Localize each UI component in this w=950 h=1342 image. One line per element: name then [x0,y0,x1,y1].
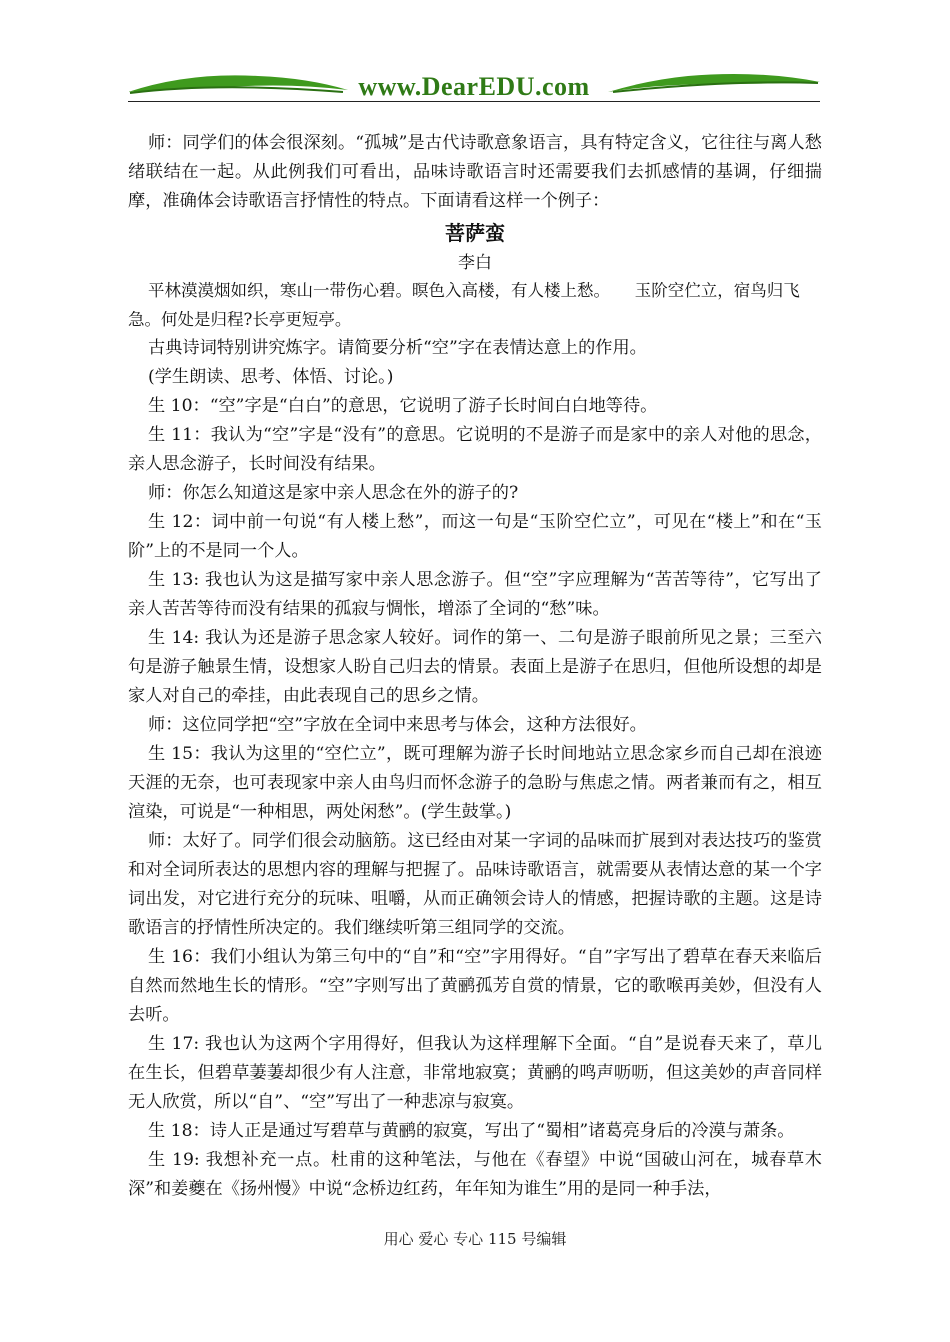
site-logo-text[interactable]: www.DearEDU.com [358,72,590,101]
paragraph: 生 13: 我也认为这是描写家中亲人思念游子。但“空”字应理解为“苦苦等待”，它写出了亲人苦苦等待而没有结果的孤寂与惆怅，增添了全词的“愁”味。 [128,570,822,619]
page-footer: 用心 爱心 专心 115 号编辑 [383,1230,567,1248]
paragraph: (学生朗读、思考、体悟、讨论。) [148,367,394,387]
paragraph: 师：这位同学把“空”字放在全词中来思考与体会，这种方法很好。 [148,715,647,735]
header-divider [128,101,820,102]
paragraph: 生 11：我认为“空”字是“没有”的意思。它说明的不是游子而是家中的亲人对他的思念，亲人思念游子，长时间没有结果。 [128,425,822,474]
paragraph: 生 14: 我认为还是游子思念家人较好。词作的第一、二句是游子眼前所见之景；三至六句是游子触景生情，设想家人盼自己归去的情景。表面上是游子在思归，但他所设想的却是家人对自己的牵挂，由此表现自己的思乡之情。 [128,628,822,706]
poem-author: 李白 [458,253,492,273]
paragraph: 生 15：我认为这里的“空伫立”，既可理解为游子长时间地站立思念家乡而自己却在浪迹天涯的无奈，也可表现家中亲人由鸟归而怀念游子的急盼与焦虑之情。两者兼而有之，相互渲染，可说是“一种相思，两处闲愁”。(学生鼓掌。) [128,744,822,822]
paragraph: 生 19: 我想补充一点。杜甫的这种笔法，与他在《春望》中说“国破山河在，城春草木深”和姜夔在《扬州慢》中说“念桥边红药，年年知为谁生”用的是同一种手法， [128,1150,822,1199]
paragraph: 师：太好了。同学们很会动脑筋。这已经由对某一字词的品味而扩展到对表达技巧的鉴赏和对全词所表达的思想内容的理解与把握了。品味诗歌语言，就需要从表情达意的某一个字词出发，对它进行充分的玩味、咀嚼，从而正确领会诗人的情感，把握诗歌的主题。这是诗歌语言的抒情性所决定的。我们继续听第三组同学的交流。 [128,831,822,938]
paragraph: 生 16：我们小组认为第三句中的“自”和“空”字用得好。“自”字写出了碧草在春天来临后自然而然地生长的情形。“空”字则写出了黄鹂孤芳自赏的情景，它的歌喉再美妙，但没有人去听。 [128,947,822,1025]
paragraph: 师：你怎么知道这是家中亲人思念在外的游子的? [148,483,519,503]
paragraph: 生 10：“空”字是“白白”的意思，它说明了游子长时间白白地等待。 [148,396,658,416]
paragraph: 生 17: 我也认为这两个字用得好，但我认为这样理解下全面。“自”是说春天来了，草儿在生长，但碧草萋萋却很少有人注意，非常地寂寞；黄鹂的鸣声呖呖，但这美妙的声音同样无人欣赏，所以“自”、“空”写出了一种悲凉与寂寞。 [128,1034,822,1112]
poem-title: 菩萨蛮 [445,221,505,245]
paragraph: 生 18：诗人正是通过写碧草与黄鹂的寂寞，写出了“蜀相”诸葛亮身后的冷漠与萧条。 [148,1121,795,1141]
document-body [128,129,822,1204]
paragraph: 古典诗词特别讲究炼字。请简要分析“空”字在表情达意上的作用。 [148,338,647,358]
poem-text: 平林漠漠烟如织，寒山一带伤心碧。暝色入高楼，有人楼上愁。 玉阶空伫立，宿鸟归飞急。何处是归程?长亭更短亭。 [128,281,800,329]
paragraph: 生 12：词中前一句说“有人楼上愁”，而这一句是“玉阶空伫立”，可见在“楼上”和在“玉阶”上的不是同一个人。 [128,512,822,561]
paragraph: 师：同学们的体会很深刻。“孤城”是古代诗歌意象语言，具有特定含义，它往往与离人愁绪联结在一起。从此例我们可看出，品味诗歌语言时还需要我们去抓感情的基调，仔细揣摩，准确体会诗歌语言抒情性的特点。下面请看这样一个例子： [128,133,822,211]
site-header-banner [128,66,820,104]
